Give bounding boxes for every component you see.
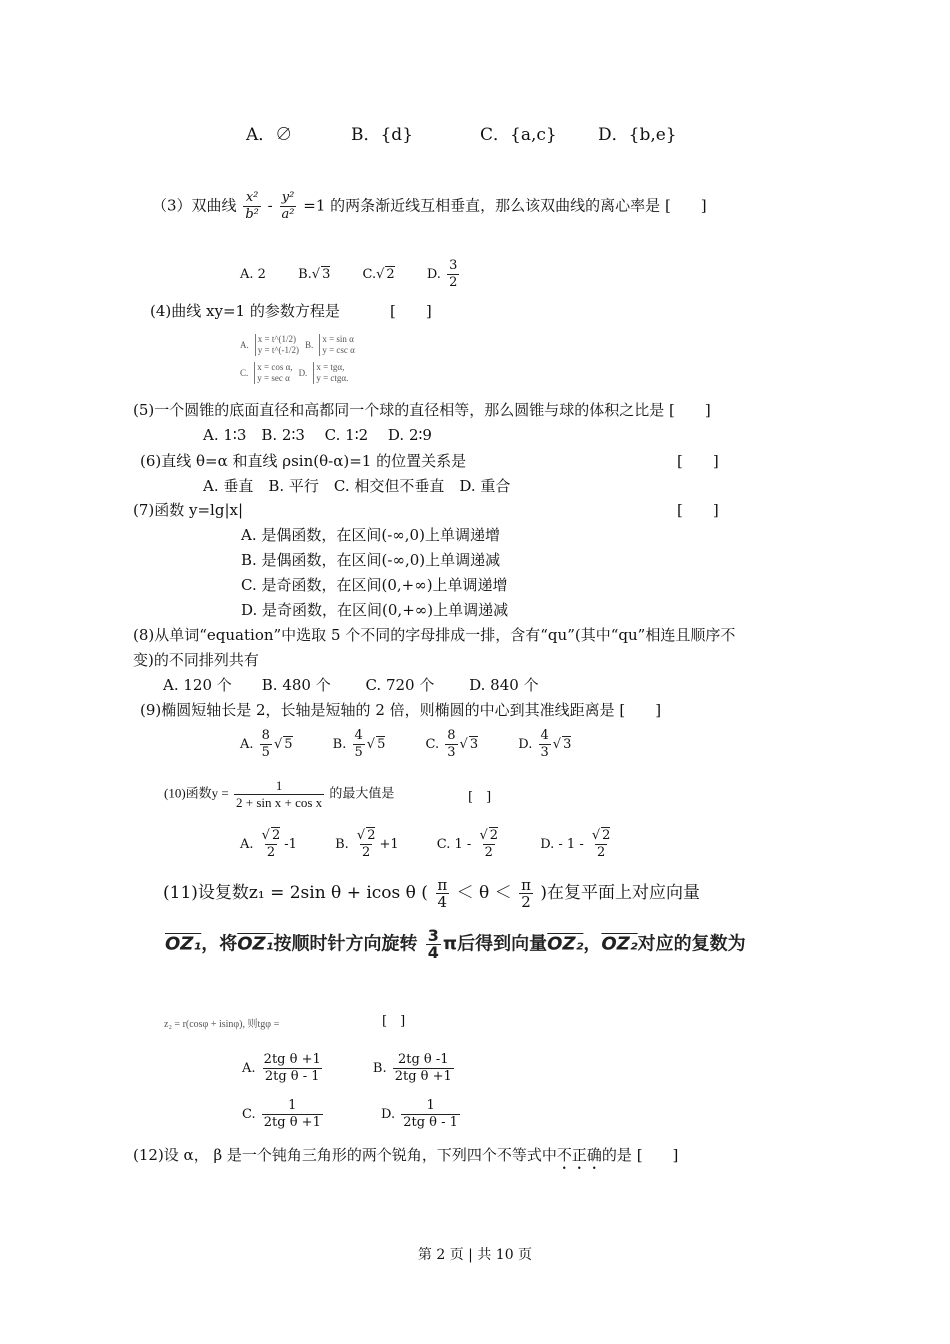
q11-line1: (11)设复数z₁ = 2sin θ + icos θ ( $\frac{\pi}{4}$ ＜ θ ＜ $\frac{\pi}{2}$ )在复平面上对应向量 <box>163 876 700 911</box>
q6-stem: (6)直线 θ=α 和直线 ρsin(θ-α)=1 的位置关系是 <box>140 452 467 470</box>
q3-stem: （3）双曲线 $\frac{\text{x²}}{\text{b²}}$ - $\frac{\text{y²}}{\text{a²}}$ =1 的两条渐近线互相垂直，那么该双曲线的离心率是 [ ] <box>152 190 707 222</box>
q11-options-cd: C. $\frac{1}{\text{2tg θ +1}}$ D. $\frac{1}{\text{2tg θ - 1}}$ <box>242 1098 458 1130</box>
q11-options-ab: A. $\frac{\text{2tg θ +1}}{\text{2tg θ - 1}}$ B. $\frac{\text{2tg θ -1}}{\text{2tg θ +1}}$ <box>242 1052 452 1084</box>
q11-line3: z₂ = r(cosφ + isinφ), 则tgφ = <box>164 1019 280 1030</box>
q10-bracket: [ ] <box>468 790 492 805</box>
q4-options: A. x = t^(1/2) y = t^(-1/2) B. x = sin α y = csc α C. x = cos α, y = sec α D. x = tgα, y = ctgα. <box>240 334 355 383</box>
q5-stem: (5)一个圆锥的底面直径和高都同一个球的直径相等，那么圆锥与球的体积之比是 [ ] <box>133 401 711 419</box>
q12-stem: (12)设 α， β 是一个钝角三角形的两个锐角，下列四个不等式中不正确的是 [ ] <box>133 1146 679 1164</box>
q10-options: A. $\frac{√ 2}{2}$ -1 B. $\frac{√ 2}{2}$ +1 C. 1 - $\frac{√ 2}{2}$ D. - 1 - $\frac{√ 2}{2}$ <box>240 828 611 860</box>
q11-bracket: [ ] <box>382 1014 406 1029</box>
q9-stem: (9)椭圆短轴长是 2，长轴是短轴的 2 倍，则椭圆的中心到其准线距离是 [ ] <box>140 701 662 719</box>
q2-option-a: A．∅ <box>246 125 293 145</box>
q4-bracket: [ ] <box>390 302 432 320</box>
q8-options: A. 120 个 B. 480 个 C. 720 个 D. 840 个 <box>163 676 539 694</box>
q6-bracket: [ ] <box>677 452 719 470</box>
q6-options: A. 垂直 B. 平行 C. 相交但不垂直 D. 重合 <box>203 477 511 495</box>
q7-option-c: C. 是奇函数，在区间(0,+∞)上单调递增 <box>241 576 508 594</box>
q8-line2: 变)的不同排列共有 <box>133 651 259 669</box>
q5-options: A. 1∶3 B. 2∶3 C. 1∶2 D. 2∶9 <box>203 426 432 444</box>
q7-option-a: A. 是偶函数，在区间(-∞,0)上单调递增 <box>241 526 500 544</box>
q9-options: A. $\frac{8}{5}$ √ 5 B. $\frac{4}{5}$ √ 5 C. $\frac{8}{3}$ √ 3 D. $\frac{4}{3}$ √ 3 <box>240 728 572 760</box>
q7-bracket: [ ] <box>677 501 719 519</box>
q2-option-c: C．{a,c} <box>480 125 557 145</box>
q2-option-d: D．{b,e} <box>598 125 677 145</box>
q3-options: A. 2 B.√ 3 C.√ 2 D. $\frac{3}{2}$ <box>240 258 458 290</box>
q7-option-b: B. 是偶函数，在区间(-∞,0)上单调递减 <box>241 551 501 569</box>
q4-stem: (4)曲线 xy=1 的参数方程是 <box>150 302 340 320</box>
q2-option-b: B．{d} <box>351 125 414 145</box>
q10-stem: (10)函数y = $\frac{1}{\text{2 + sin x + cos x}}$ 的最大值是 <box>164 778 395 810</box>
page-footer: 第 2 页 | 共 10 页 <box>417 1247 533 1263</box>
q11-line2: OZ₁，将OZ₁按顺时针方向旋转 $\frac{3}{4}$ π后得到向量OZ₂，OZ₂对应的复数为 <box>165 926 746 962</box>
q8-line1: (8)从单词“equation”中选取 5 个不同的字母排成一排，含有“qu”(其中“qu”相连且顺序不 <box>133 626 736 644</box>
q7-stem: (7)函数 y=lg|x| <box>133 501 244 519</box>
q7-option-d: D. 是奇函数，在区间(0,+∞)上单调递减 <box>241 601 509 619</box>
